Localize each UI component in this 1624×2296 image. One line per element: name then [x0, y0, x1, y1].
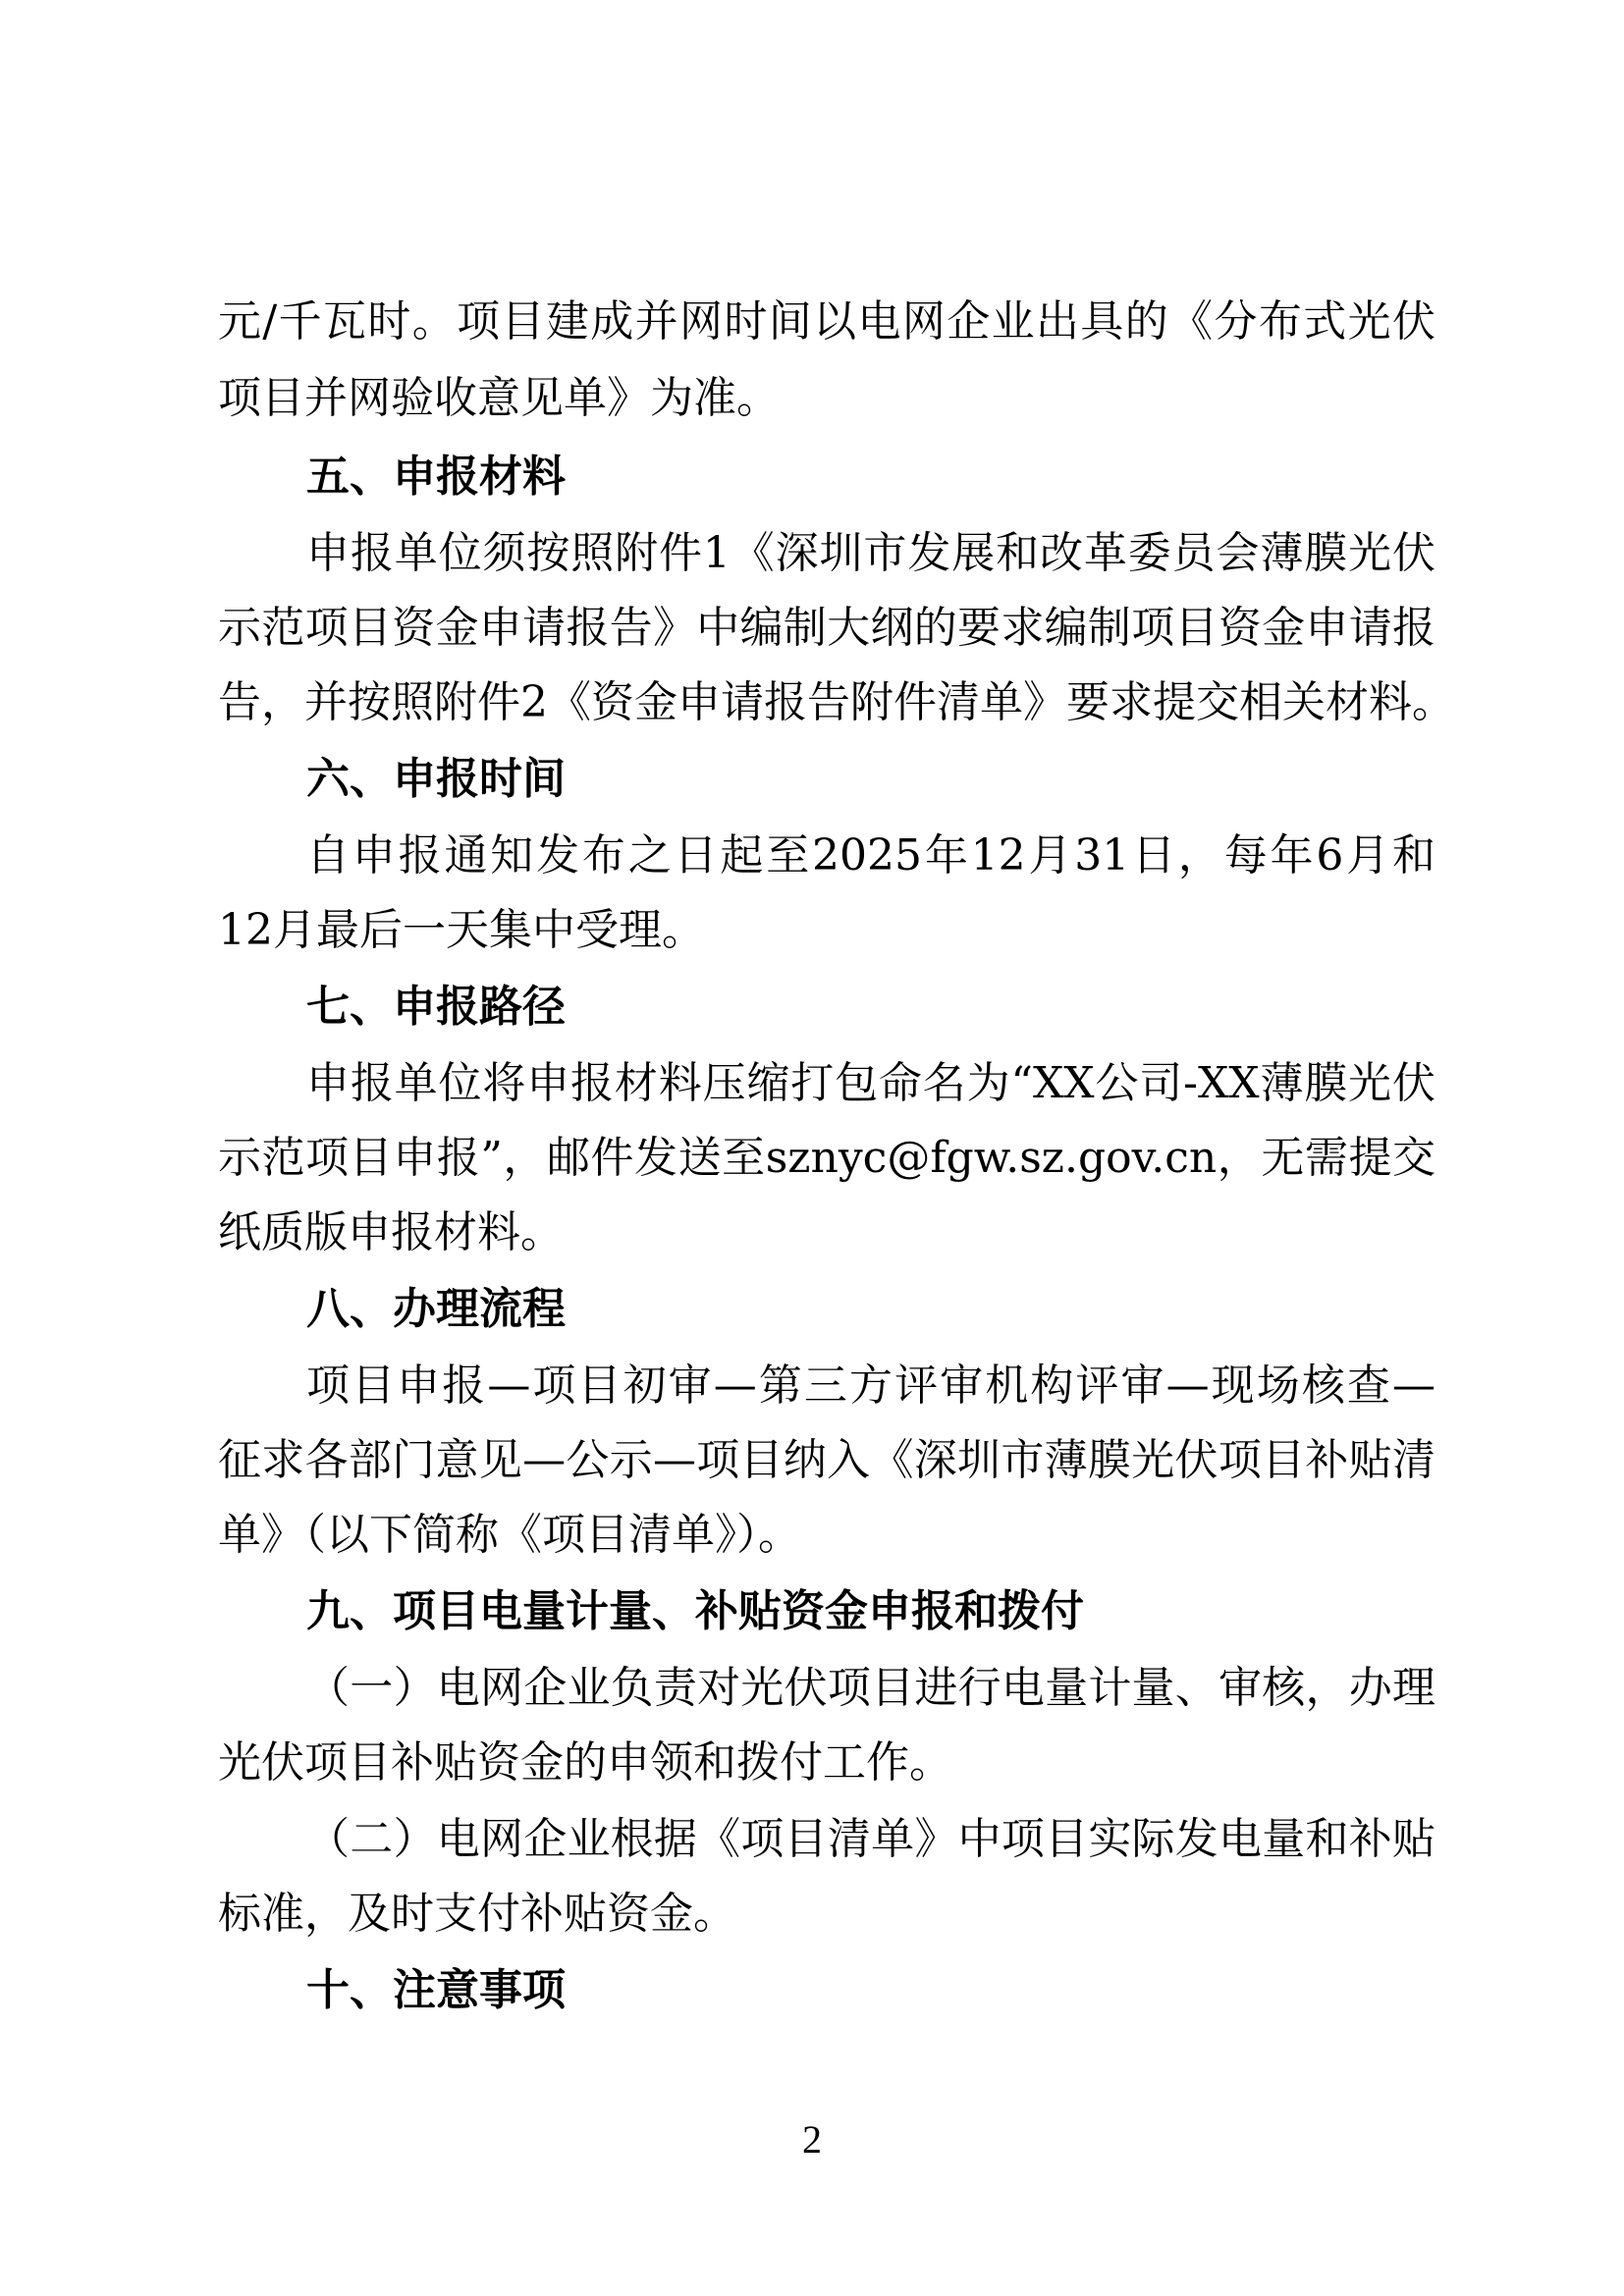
- section-heading-10: 十、注意事项: [306, 1965, 566, 2015]
- paragraph-line: 申报单位将申报材料压缩打包命名为“XX公司-XX薄膜光伏: [306, 1058, 1435, 1108]
- paragraph-line: 告，并按照附件2《资金申请报告附件清单》要求提交相关材料。: [218, 677, 1455, 727]
- paragraph-line: 标准，及时支付补贴资金。: [218, 1889, 736, 1939]
- paragraph-line: 光伏项目补贴资金的申领和拨付工作。: [218, 1737, 952, 1788]
- paragraph-line: 自申报通知发布之日起至2025年12月31日，每年6月和: [306, 830, 1435, 881]
- paragraph-line: 示范项目资金申请报告》中编制大纲的要求编制项目资金申请报: [218, 603, 1435, 653]
- paragraph-line: （二）电网企业根据《项目清单》中项目实际发电量和补贴: [306, 1814, 1435, 1864]
- paragraph-line: 项目并网验收意见单》为准。: [218, 373, 780, 423]
- paragraph-line: （一）电网企业负责对光伏项目进行电量计量、审核，办理: [306, 1663, 1435, 1713]
- page-number: 2: [802, 2117, 822, 2162]
- paragraph-line: 项目申报—项目初审—第三方评审机构评审—现场核查—: [306, 1361, 1435, 1411]
- paragraph-line: 单》（以下简称《项目清单》）。: [218, 1510, 801, 1560]
- section-heading-9: 九、项目电量计量、补贴资金申报和拨付: [306, 1586, 1084, 1636]
- paragraph-line: 申报单位须按照附件1《深圳市发展和改革委员会薄膜光伏: [306, 528, 1435, 578]
- section-heading-5: 五、申报材料: [306, 452, 566, 502]
- paragraph-line: 征求各部门意见—公示—项目纳入《深圳市薄膜光伏项目补贴清: [218, 1435, 1435, 1485]
- section-heading-8: 八、办理流程: [306, 1284, 566, 1334]
- paragraph-line: 纸质版申报材料。: [218, 1207, 564, 1257]
- paragraph-line: 元/千瓦时。项目建成并网时间以电网企业出具的《分布式光伏: [218, 296, 1435, 347]
- section-heading-6: 六、申报时间: [306, 754, 566, 804]
- section-heading-7: 七、申报路径: [306, 982, 566, 1032]
- paragraph-line: 12月最后一天集中受理。: [218, 905, 705, 955]
- paragraph-line: 示范项目申报”，邮件发送至sznyc@fgw.sz.gov.cn，无需提交: [218, 1133, 1435, 1183]
